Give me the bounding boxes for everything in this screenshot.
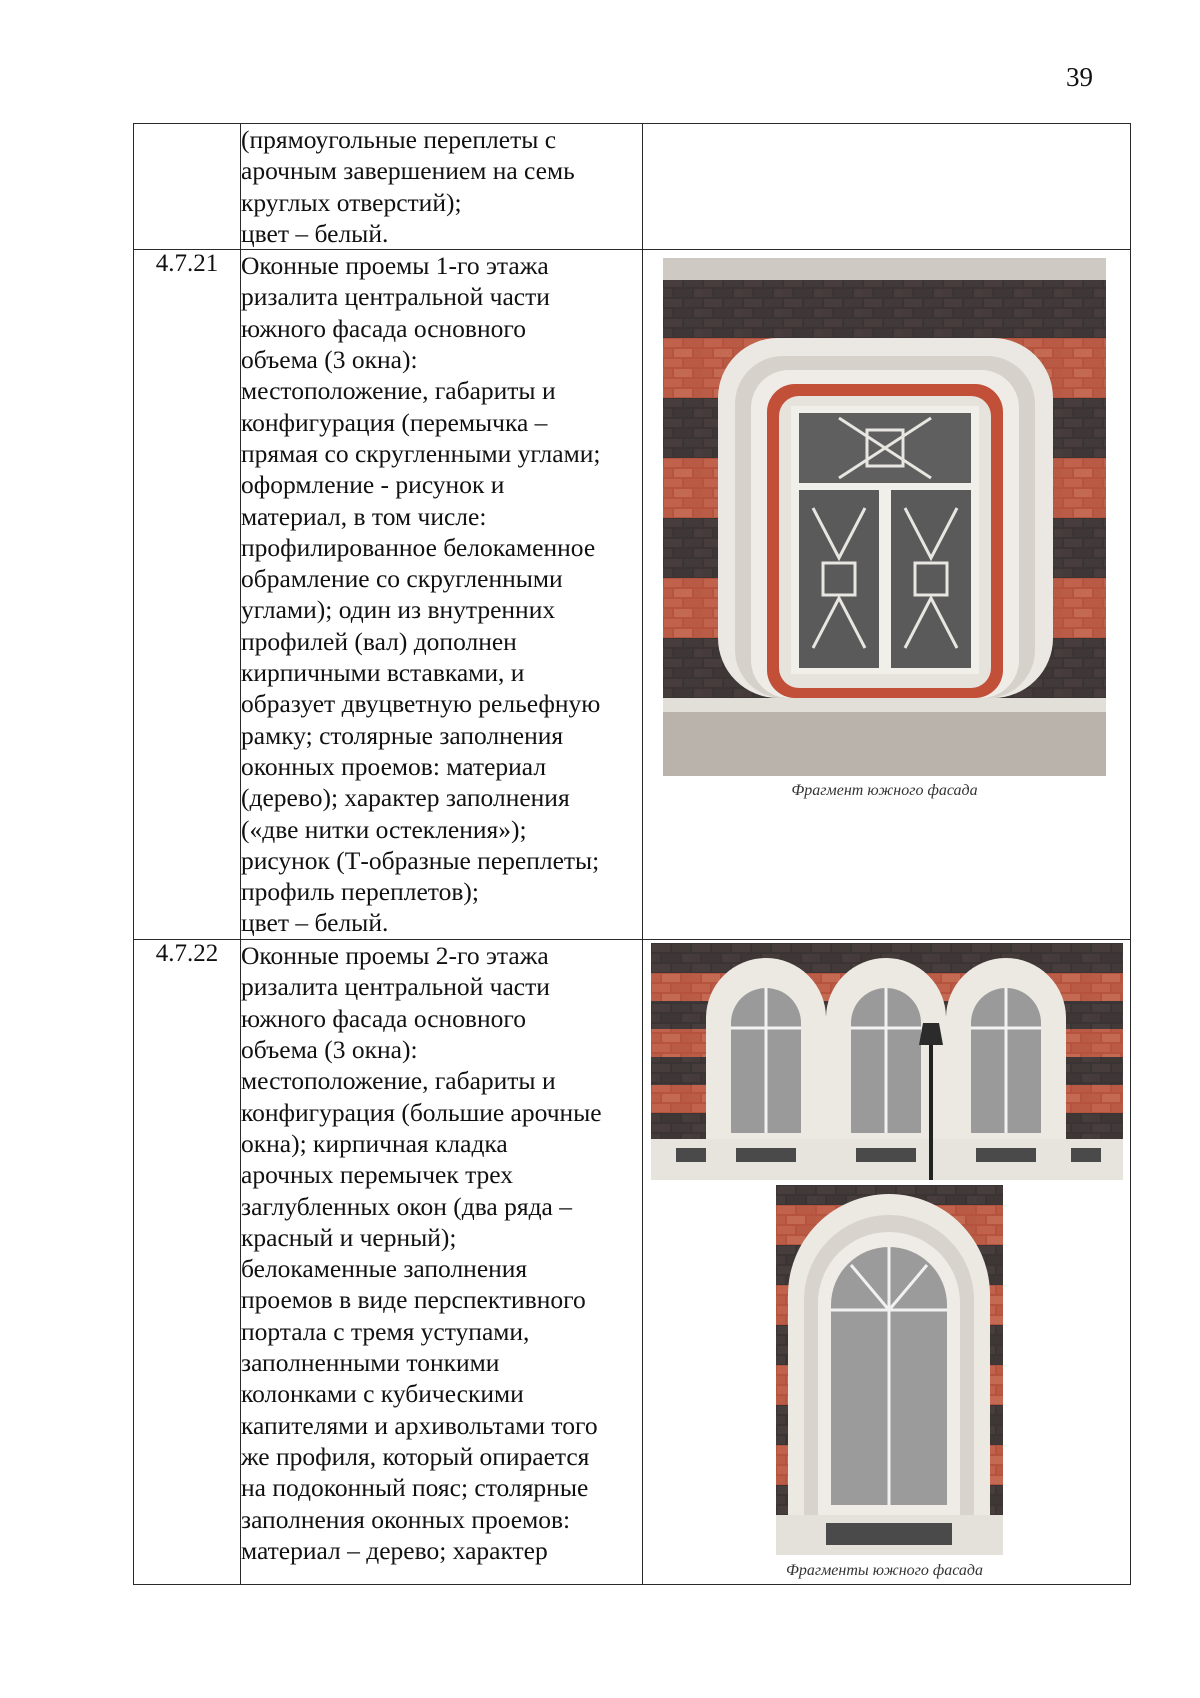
image-caption: Фрагмент южного фасада	[791, 782, 978, 800]
row-description-cell: Оконные проемы 2-го этажа ризалита центральной части южного фасада основного объема (3 окна): местоположение, габариты и конфигурация (большие арочные окна); кирпичная кладка арочных перемычек трех заглубленных окон (два ряда – красный и черный); белокаменные заполнения проемов в виде перспективного портала с тремя уступами, заполненными тонкими колонками с кубическими капителями и архивольтами того же профиля, который опирается на подоконный пояс; столярные заполнения оконных проемов: материал – дерево; характер	[241, 940, 643, 1585]
arched-window-photo	[776, 1185, 1003, 1555]
table-row	[134, 940, 1131, 1585]
row-number-cell: 4.7.22	[134, 940, 241, 1585]
document-table	[133, 123, 1131, 1585]
page-number: 39	[1066, 62, 1093, 92]
table-row	[134, 250, 1131, 940]
row-number-cell	[134, 124, 241, 250]
row-image-cell	[643, 940, 1131, 1585]
row-description-cell: (прямоугольные переплеты с арочным завершением на семь круглых отверстий); цвет – белый.	[241, 124, 643, 250]
second-floor-windows-photo	[651, 943, 1123, 1180]
image-caption: Фрагменты южного фасада	[785, 1562, 984, 1580]
row-image-cell	[643, 250, 1131, 940]
row-image-cell	[643, 124, 1131, 250]
table-row	[134, 124, 1131, 250]
row-description-cell: Оконные проемы 1-го этажа ризалита центральной части южного фасада основного объема (3 окна): местоположение, габариты и конфигурация (перемычка – прямая со скругленными углами; оформление - рисунок и материал, в том числе: профилированное белокаменное обрамление со скругленными углами); один из внутренних профилей (вал) дополнен кирпичными вставками, и образует двуцветную рельефную рамку; столярные заполнения оконных проемов: материал (дерево); характер заполнения («две нитки остекления»); рисунок (Т-образные переплеты; профиль переплетов); цвет – белый.	[241, 250, 643, 940]
first-floor-window-photo	[663, 258, 1106, 776]
row-number-cell: 4.7.21	[134, 250, 241, 940]
